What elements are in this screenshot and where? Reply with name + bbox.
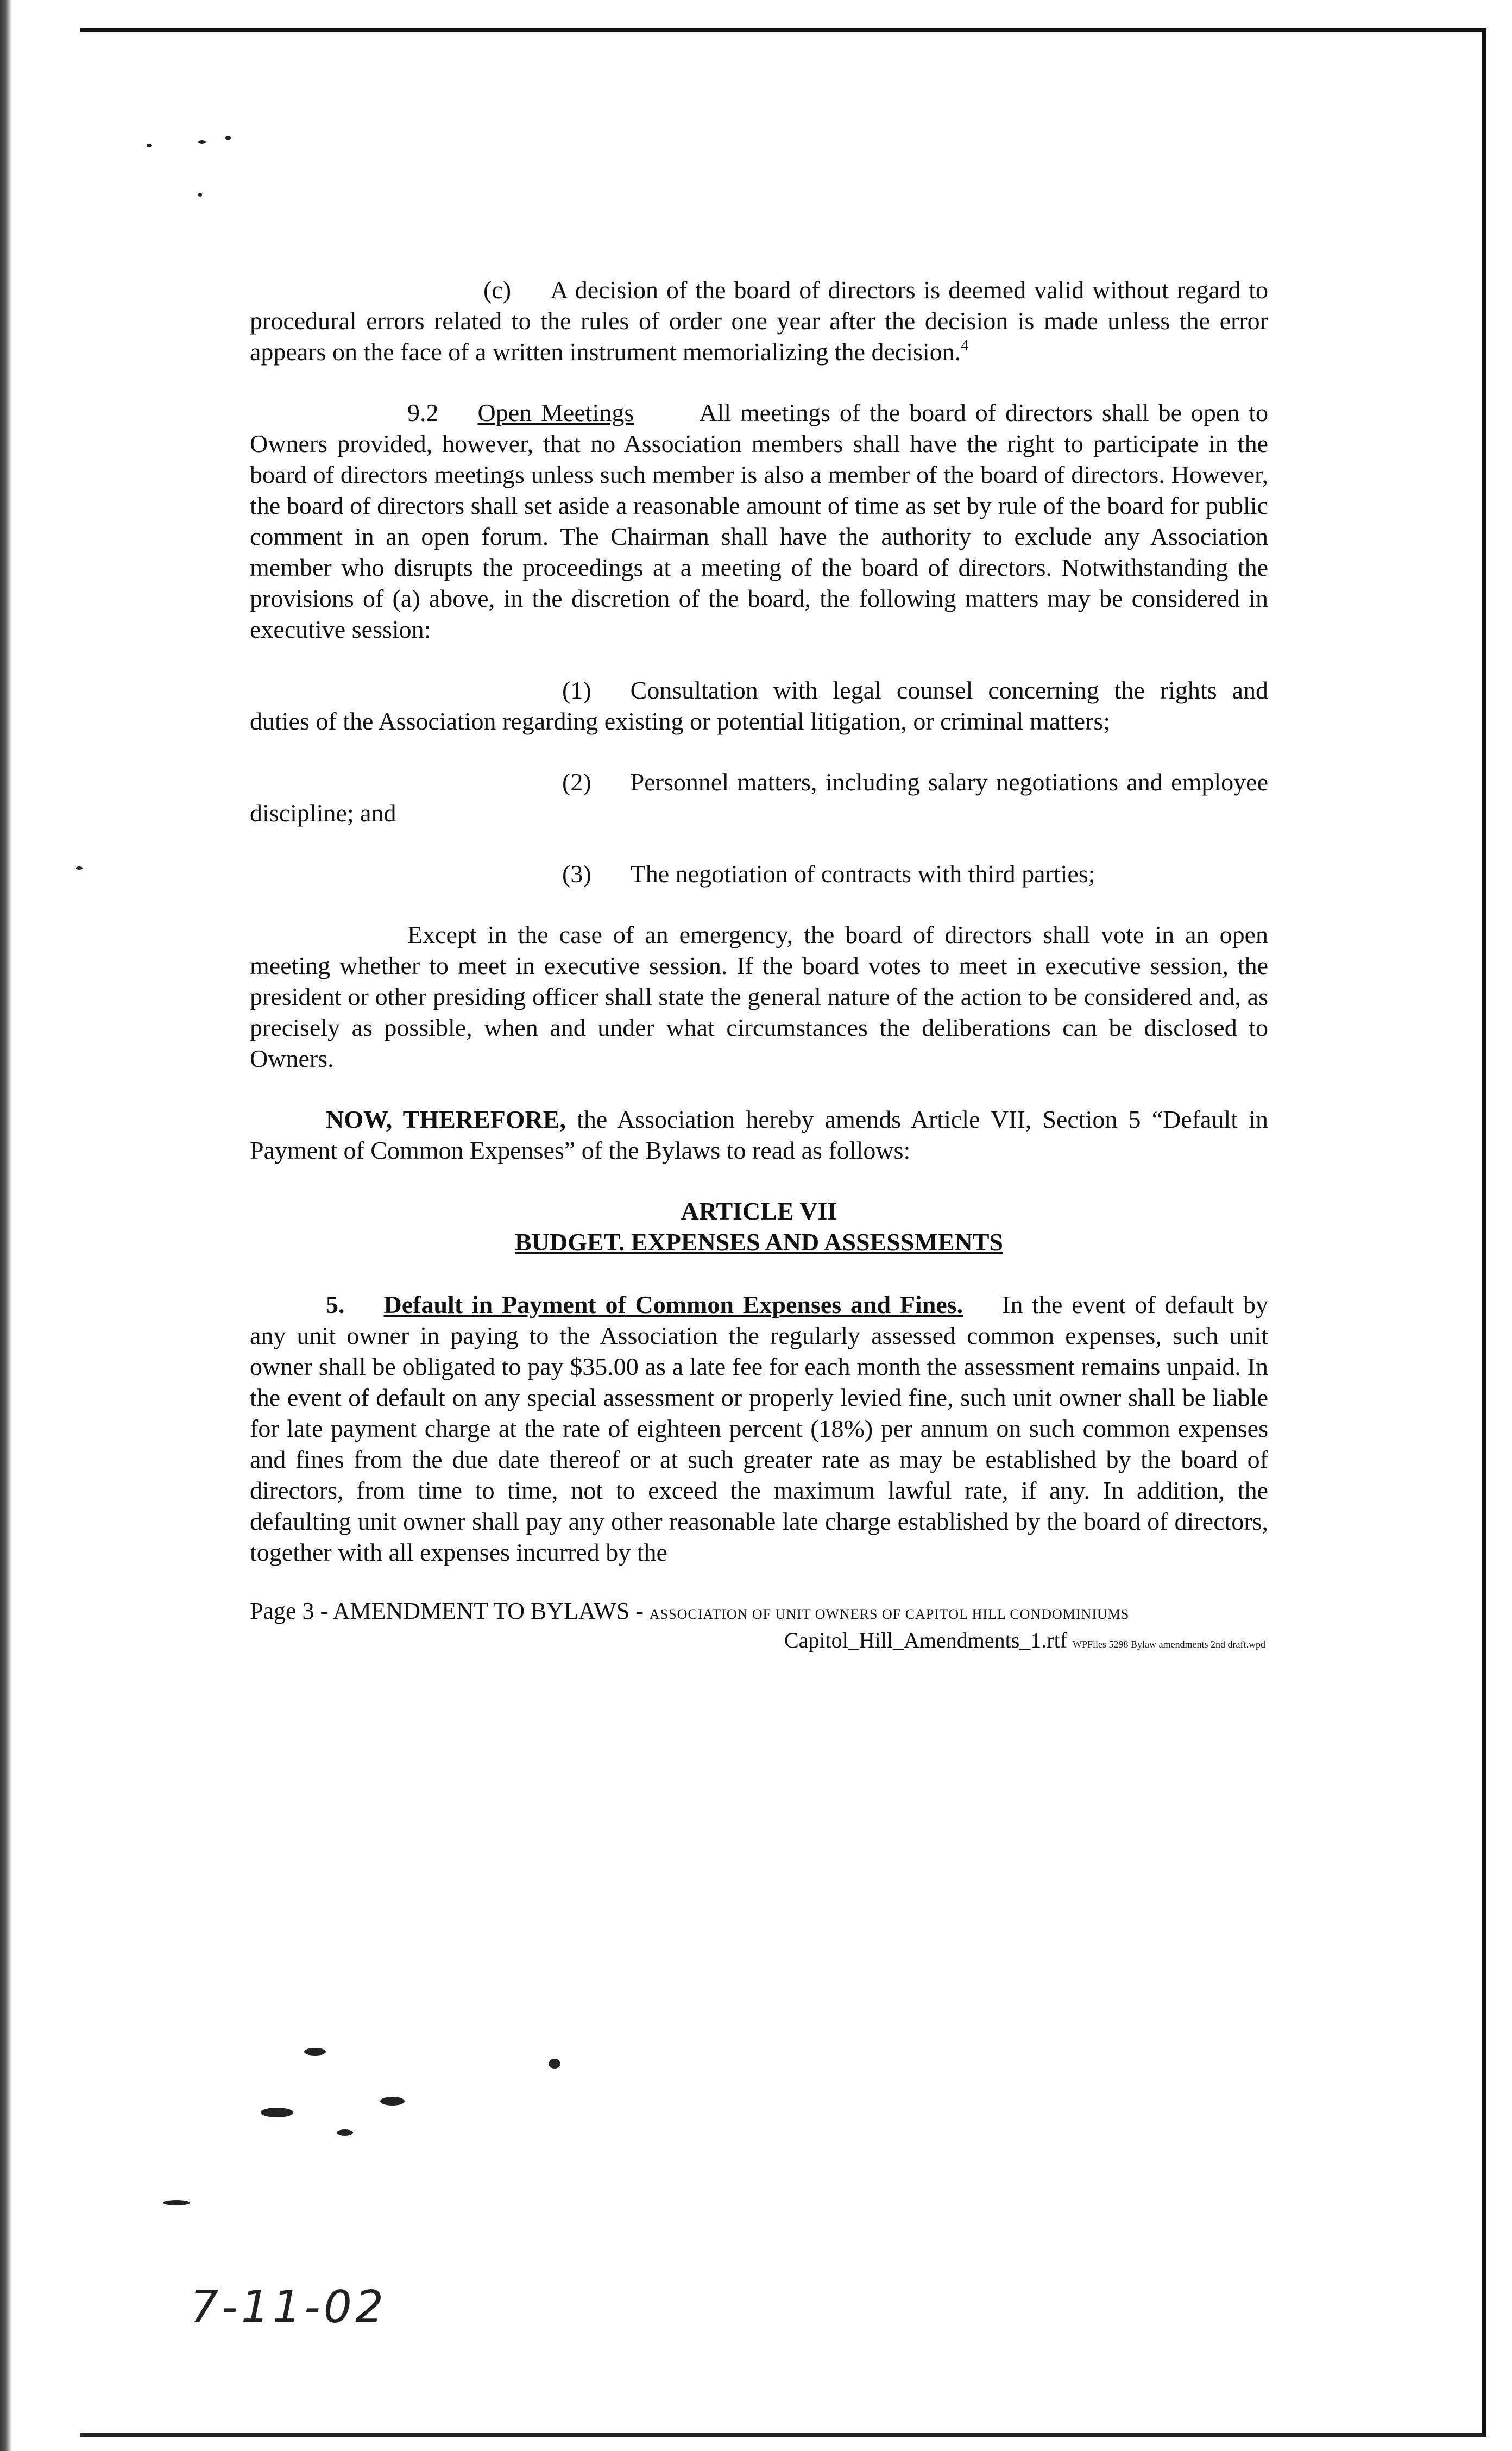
section-5 (250, 1289, 1268, 1568)
section-9-2 (250, 397, 1268, 645)
item-label: (2) (562, 768, 591, 796)
page-footer (250, 1598, 1268, 1628)
now-therefore-lead: NOW, THEREFORE, (326, 1105, 566, 1133)
footnote-marker: 4 (961, 337, 969, 354)
section-number: 9.2 (407, 399, 439, 426)
section-heading: Default in Payment of Common Expenses and Fines. (383, 1291, 963, 1318)
scan-speck (225, 136, 231, 140)
scan-speck (261, 2108, 293, 2117)
scan-left-edge (0, 0, 12, 2451)
item-text: Consultation with legal counsel concerning the rights and duties of the Association regarding existing or potential litigation, or criminal matters; (250, 676, 1268, 735)
footer-association: ASSOCIATION OF UNIT OWNERS OF CAPITOL HILL CONDOMINIUMS (649, 1606, 1130, 1622)
scan-speck (380, 2097, 405, 2106)
scan-speck (304, 2048, 326, 2056)
item-text: The negotiation of contracts with third parties; (630, 860, 1095, 888)
except-paragraph: Except in the case of an emergency, the board of directors shall vote in an open meeting whether to meet in executive session. If the board votes to meet in executive session, the president or other presiding officer shall state the general nature of the action to be considered and, as precisely as possible, when and under what circumstances the deliberations can be disclosed to Owners. (250, 921, 1268, 1072)
scan-speck (163, 2200, 190, 2205)
list-item (250, 675, 1268, 737)
now-therefore-paragraph (250, 1104, 1268, 1166)
item-label: (c) (483, 276, 512, 304)
footer-page-label: Page 3 - AMENDMENT TO BYLAWS - (250, 1598, 644, 1624)
scan-speck (147, 144, 152, 147)
footer-filename: Capitol_Hill_Amendments_1.rtf (784, 1628, 1068, 1652)
list-item (250, 858, 1268, 889)
section-number: 5. (326, 1291, 345, 1318)
handwritten-date: 7-11-02 (190, 2282, 387, 2333)
section-text: All meetings of the board of directors shall be open to Owners provided, however, that no Association members shall have the right to participate in the board of directors meetings unless such member is also a member of the board of directors. However, the board of directors shall set aside a reasonable amount of time as set by rule of the board for public comment in an open forum. The Chairman shall have the authority to exclude any Association member who disrupts the proceedings at a meeting of the board of directors. Notwithstanding the provisions of (a) above, in the discretion of the board, the following matters may be considered in executive session: (250, 399, 1268, 643)
scan-speck (76, 866, 83, 870)
now-therefore-text: the Association hereby amends Article VII, Section 5 “Default in Payment of Common Expenses” of the Bylaws to read as follows: (250, 1105, 1268, 1164)
list-item (250, 766, 1268, 828)
scan-speck (198, 193, 202, 197)
footer-path: WPFiles 5298 Bylaw amendments 2nd draft.wpd (1073, 1639, 1265, 1650)
section-text: In the event of default by any unit owner in paying to the Association the regularly assessed common expenses, such unit owner shall be obligated to pay $35.00 as a late fee for each month the assessment remains unpaid. In the event of default on any special assessment or properly levied fine, such unit owner shall be liable for late payment charge at the rate of eighteen percent (18%) per annum on such common expenses and fines from the due date thereof or at such greater rate as may be established by the board of directors, from time to time, not to exceed the maximum lawful rate, if any. In addition, the defaulting unit owner shall pay any other reasonable late charge established by the board of directors, together with all expenses incurred by the (250, 1291, 1268, 1566)
item-label: (3) (562, 860, 591, 888)
document-body (250, 274, 1268, 1657)
article-subtitle: BUDGET. EXPENSES AND ASSESSMENTS (515, 1228, 1003, 1256)
scan-speck (337, 2129, 353, 2136)
item-label: (1) (562, 676, 591, 704)
item-text: Personnel matters, including salary negotiations and employee discipline; and (250, 768, 1268, 827)
paragraph-c (250, 274, 1268, 367)
section-heading: Open Meetings (477, 399, 634, 426)
paragraph-text: A decision of the board of directors is deemed valid without regard to procedural errors related to the rules of order one year after the decision is made unless the error appears on the face of a written instrument memorializing the decision. (250, 276, 1268, 366)
scan-speck (549, 2059, 560, 2069)
article-title: ARTICLE VII (681, 1197, 837, 1225)
scan-speck (198, 140, 206, 144)
page-footer-file (250, 1628, 1268, 1657)
